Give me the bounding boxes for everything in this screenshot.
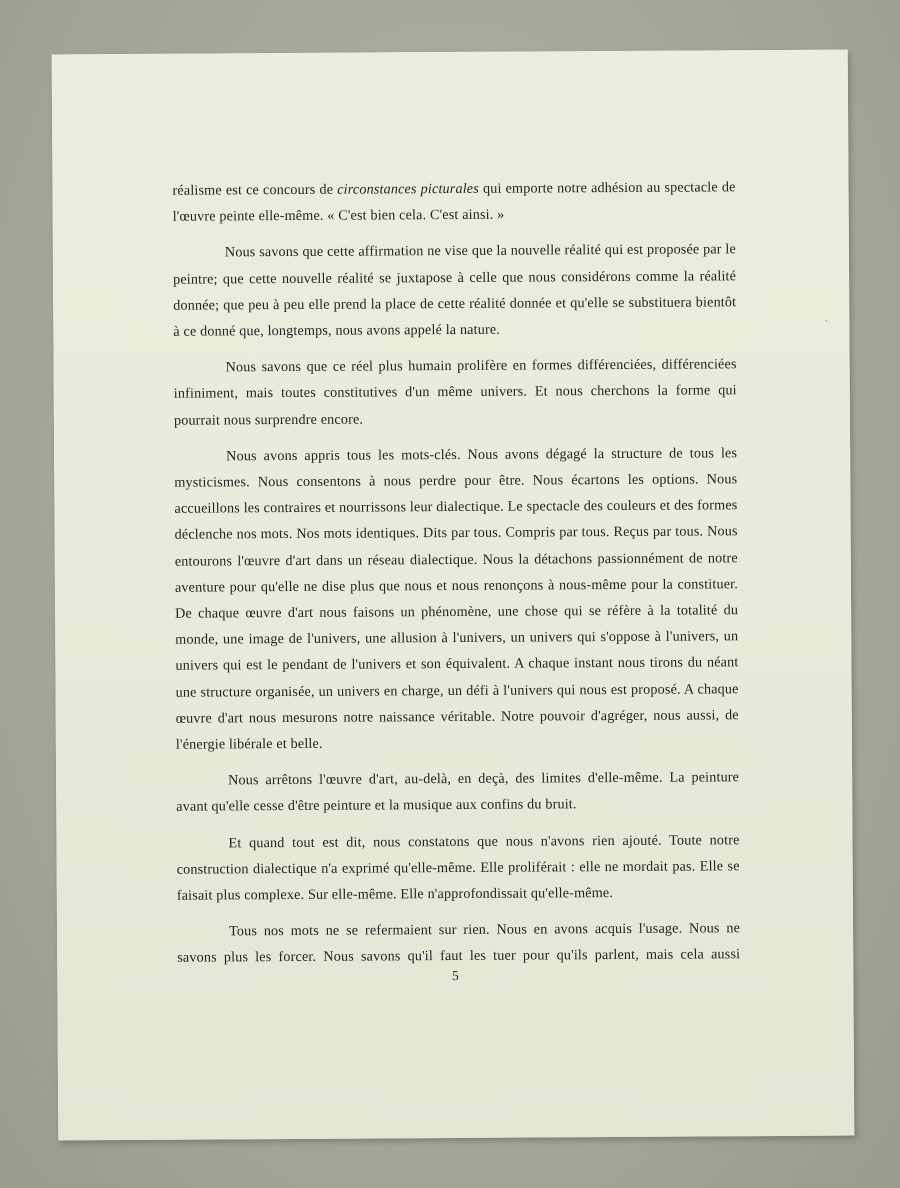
text-run: réalisme est ce concours de: [172, 181, 338, 199]
paragraph: [173, 237, 737, 345]
paper-speck: [825, 320, 827, 322]
text-run: Et quand tout est dit, nous constatons que nous n'avons rien ajouté. Toute notre construction dialectique n'a exprimé qu'elle-même. Elle proliférait : elle ne mordait pas. Elle se faisait plus complexe. Sur elle-même. Elle n'approfondissait qu'elle-même.: [176, 831, 740, 904]
italic-text: circonstances picturales: [337, 180, 479, 198]
text-run: Nous savons que ce réel plus humain prolifère en formes différenciées, différenciées infiniment, mais toutes constitutives d'un même univers. Et nous cherchons la forme qui pourrait nous surprendre encore.: [173, 356, 737, 429]
body-text: [172, 174, 740, 981]
text-run: Tous nos mots ne se refermaient sur rien. Nous en avons acquis l'usage. Nous ne savons plus les forcer. Nous savons qu'il faut les tuer pour qu'ils parlent, mais cela aussi: [177, 920, 741, 967]
paragraph: [172, 174, 735, 230]
text-run: Nous savons que cette affirmation ne vise que la nouvelle réalité qui est proposée par le peintre; que cette nouvelle réalité se juxtapose à celle que nous considérons comme la réalité donnée; que peu à peu elle prend la place de cette réalité donnée et qu'elle se substituera bientôt à ce donné que, longtemps, nous avons appelé la nature.: [173, 241, 737, 340]
paragraph: [176, 765, 739, 821]
paragraph: [174, 440, 739, 758]
paper-sheet: [52, 50, 855, 1141]
paragraph: [177, 916, 740, 972]
paragraph: [176, 827, 739, 909]
page-number: 5: [451, 967, 459, 984]
text-run: Nous arrêtons l'œuvre d'art, au-delà, en deçà, des limites d'elle-même. La peinture avant qu'elle cesse d'être peinture et la musique aux confins du bruit.: [176, 769, 740, 816]
text-run: qui emporte notre adhésion au spectacle de l'œuvre peinte elle-même. « C'est bien cela. C'est ainsi. »: [172, 179, 736, 225]
text-run: Nous avons appris tous les mots-clés. Nous avons dégagé la structure de tous les mysticismes. Nous consentons à nous perdre pour être. Nous écartons les options. Nous accueillons les contraires et nourrissons leur dialectique. Le spectacle des couleurs et des formes déclenche nos mots. Nos mots identiques. Dits par tous. Compris par tous. Reçus par tous. Nous entourons l'œuvre d'art dans un réseau dialectique. Nous la détachons passionnément de notre aventure pour qu'elle ne dise plus que nous et nous renonçons à nous-même pour la constituer. De chaque œuvre d'art nous faisons un phénomène, une chose qui se réfère à la totalité du monde, une image de l'univers, une allusion à l'univers, un univers qui s'oppose à l'univers, un univers qui est le pendant de l'univers et son équivalent. A chaque instant nous tirons du néant une structure organisée, un univers en charge, un défi à l'univers qui nous est proposé. A chaque œuvre d'art nous mesurons notre naissance véritable. Notre pouvoir d'agréger, nous aussi, de l'énergie libérale et belle.: [174, 445, 739, 753]
paragraph: [174, 351, 737, 433]
